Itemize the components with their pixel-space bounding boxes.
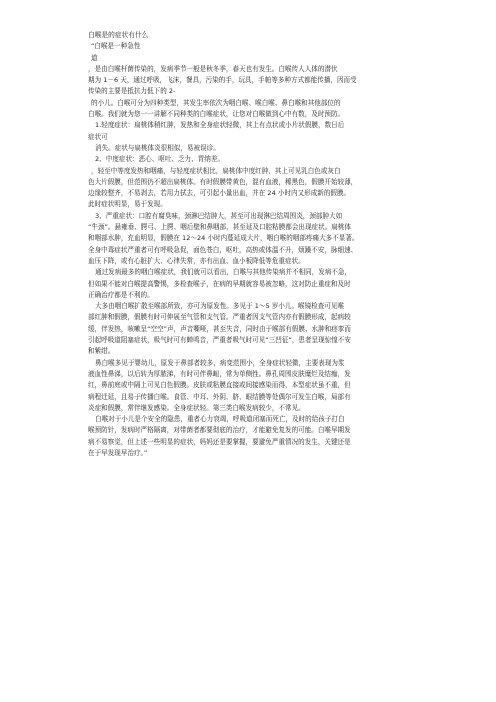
text-line: 期为 1－6 天，通过呼吸，飞沫，餐具，污染的手，玩具，手帕等多种方式都能传播，因而受: [88, 76, 357, 85]
text-line: 通过发病最多的咽白喉症状，我们就可以看出，白喉与其他传染病并不相同，发病不急，: [95, 268, 352, 277]
text-line: 在于早发现早治疗。”: [88, 448, 148, 457]
text-line: 白喉。我们就为您一一讲解不同种类的白喉症状，让您对白喉做到心中有数，及时预防。: [88, 110, 345, 119]
text-line: 和咽部水肿，充血明显，假膜在 12～24 小时内蔓延成大片，咽白喉的咽部疼痛大多不显著。: [88, 234, 359, 243]
text-line: 喉预防针，发病时严格隔离，对带菌者都要彻底的治疗，才能避免复发的可能。白喉早期发: [88, 426, 351, 435]
text-line: 炎症和假膜，常伴继发感染。全身症状轻。第三类白喉发病较少，不常见。: [88, 403, 305, 412]
text-line: 但如果不能对白喉提高警惕，多检查喉子，在病的早期就容易被忽略，这对防止重症和及时: [88, 279, 351, 288]
text-line: 血压下降，或有心脏扩大、心律失常，亦有出血、血小板降低等危重症状。: [88, 256, 305, 265]
text-line: 1.轻度症状：扁桃体稍红肿，发热和全身症状轻微，其上有点状或小片状假膜，数日后: [95, 121, 345, 130]
text-line: “白喉是一种急性: [91, 42, 141, 51]
text-line: 全身中毒症状严重者可有呼吸急促，面色苍白，呕吐，高热或体温不升，烦躁不安，脉细速、: [88, 245, 358, 254]
text-line: 部红肿和假膜，假膜有时可伸展至气管和支气管。严重者因支气管内亦有假膜形成，起病较: [88, 313, 351, 322]
text-line: 2、中度症状：恶心、呕吐、乏力、胃纳差。: [95, 155, 224, 164]
text-line: 道: [91, 53, 98, 62]
text-line: 病程迁延，且易于传播白喉。食管、中耳、外阴、脐、眼结膜等处偶尔可发生白喉，局部有: [88, 392, 351, 401]
text-line: 白喉对于小儿是个安全的隐患，重者心力衰竭，呼吸道闭塞而死亡，及时的给孩子打白: [95, 415, 345, 424]
document-body: [88, 30, 410, 459]
text-line: 鼻白喉多见于婴幼儿，原发于鼻部者较多，病变范围小，全身症状轻微，主要表现为浆: [95, 358, 345, 367]
text-line: 病不易察觉，但上述一些明显的症状，妈妈还是要掌握，要避免严重情况的发生，关键还是: [88, 437, 351, 446]
text-line: 正确治疗都是不利的。: [88, 290, 154, 299]
text-line: ，是由白喉杆菌传染的，发病季节一般是秋冬季，春天也有发生。白喉传人人体的潜伏: [88, 64, 338, 73]
text-line: 传染的主要是抵抗力低下的 2-: [88, 87, 176, 96]
text-line: 消失。症状与扁桃体炎很相似，易被误诊。: [95, 143, 220, 152]
text-line: 和紫绀。: [88, 347, 115, 356]
text-line: 引起呼吸道阻塞症状，吸气时可有蝉鸣音，严重者吸气时可见“三凹征”，患者呈现惊惶不安: [88, 336, 351, 345]
text-line: 液血性鼻涕，以后转为厚脓涕，有时可伴鼻衄，常为单侧性。鼻孔周围皮肤糜烂及结痂，发: [88, 369, 351, 378]
text-line: 此时症状明显，易于发现。: [88, 200, 167, 209]
document-title: 白喉是的症状有什么: [88, 31, 149, 39]
text-line: ，轻至中等度发热和咽痛，与轻度症状相比，扁桃体中度红肿，其上可见乳白色或灰白: [91, 166, 341, 175]
text-line: 边缘较整齐，不易剥去，若用力拭去，可引起小量出血，并在 24 小时内又形成新的假膜。: [88, 189, 351, 198]
text-line: 缓，伴发热，咳嗽呈“空空”声，声音嘶哑，甚至失音，同时由于喉部有假膜、水肿和痉挛而: [88, 324, 351, 333]
text-line: “牛颈”。悬雍垂、腭弓、上腭、咽后壁和鼻咽部，甚至延及口腔粘膜都会出现症状。扁桃体: [88, 223, 351, 232]
text-line: 症状可: [88, 132, 108, 141]
text-line: 红，鼻前庭或中隔上可见白色假膜。皮肤或粘膜直接或间接感染而得，本型症状虽不重，但: [88, 381, 351, 390]
text-line: 大多由咽白喉扩散至喉部所致，亦可为原发性。多见于 1～5 岁小儿。喉镜检查可见喉: [95, 302, 344, 311]
text-line: 色大片假膜，但范围仍不超出扁桃体。有时假膜带黄色，混有血液，稀黑色，假膜开始较薄，: [88, 177, 358, 186]
text-line: 3、严重症状：口腔有腐臭味，颈淋巴结肿大，甚至可出现淋巴结周围炎，颈部肿大如: [95, 211, 343, 220]
text-line: 的小儿。白喉可分为四种类型，其发生率依次为咽白喉、喉白喉、鼻白喉和其他部位的: [91, 98, 341, 107]
